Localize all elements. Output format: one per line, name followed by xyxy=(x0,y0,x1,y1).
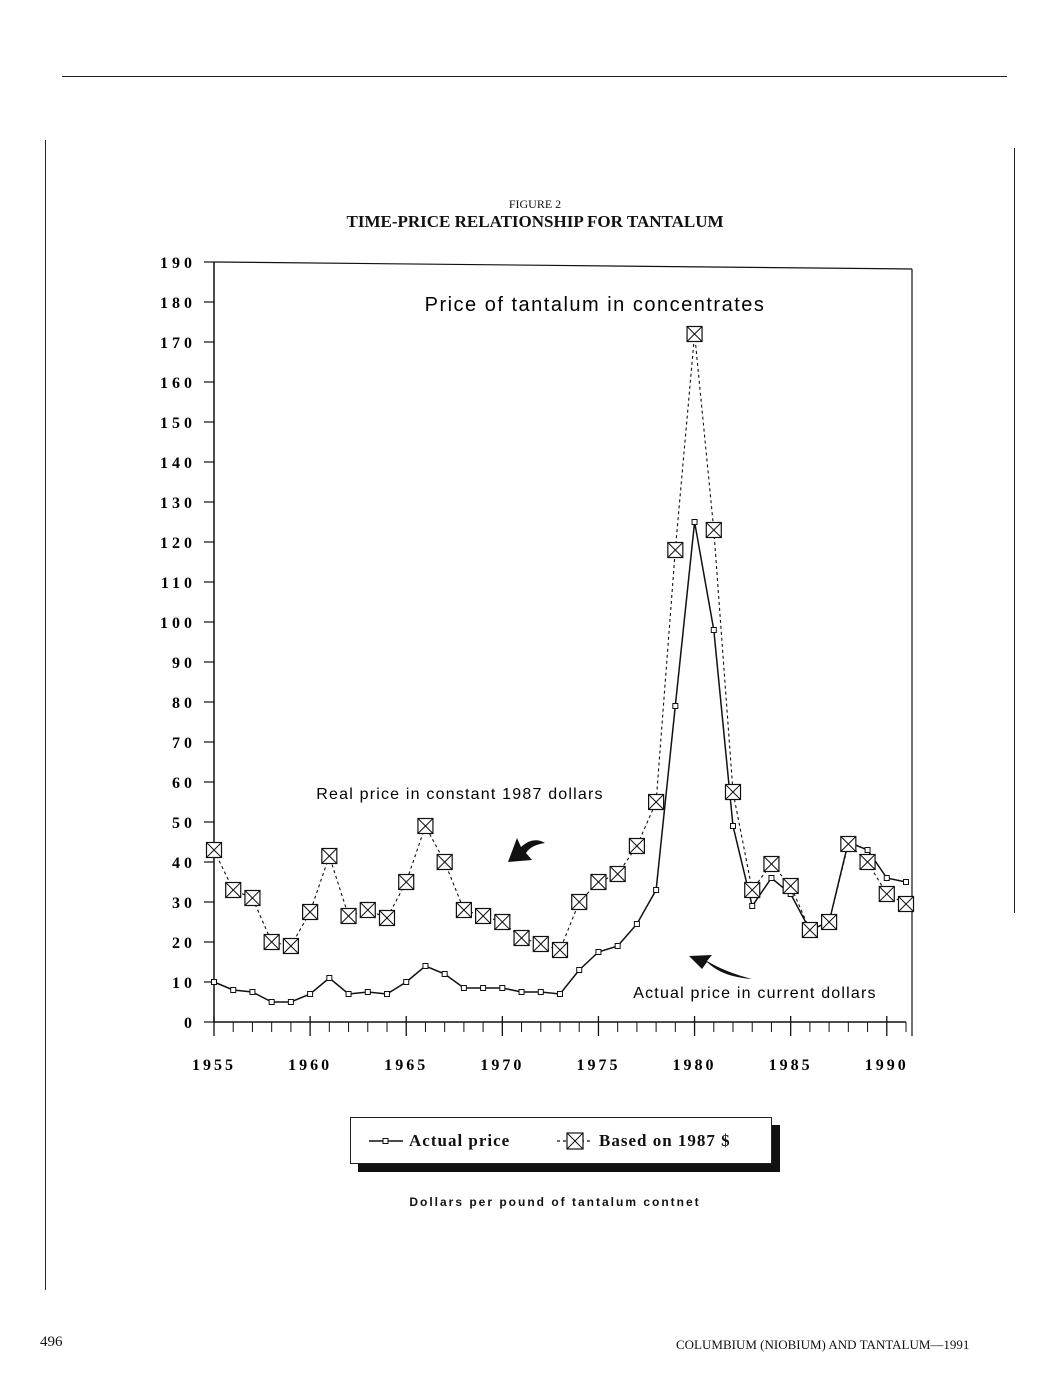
arrow-real-price-icon xyxy=(508,838,545,862)
y-tick-label: 60 xyxy=(172,775,196,792)
x-tick-label: 1990 xyxy=(864,1057,909,1074)
legend-label-based: Based on 1987 $ xyxy=(599,1131,731,1150)
point-actual-price xyxy=(615,944,620,949)
y-tick-label: 0 xyxy=(184,1015,196,1032)
point-actual-price xyxy=(461,986,466,991)
y-tick-label: 100 xyxy=(160,615,196,632)
point-actual-price xyxy=(404,980,409,985)
legend-item-actual xyxy=(369,1131,510,1151)
point-based-1987 xyxy=(706,523,721,538)
point-actual-price xyxy=(308,992,313,997)
figure-title: TIME-PRICE RELATIONSHIP FOR TANTALUM xyxy=(346,212,724,231)
y-tick-label: 90 xyxy=(172,655,196,672)
y-tick-label: 20 xyxy=(172,935,196,952)
point-based-1987 xyxy=(783,879,798,894)
point-based-1987 xyxy=(879,887,894,902)
point-based-1987 xyxy=(533,937,548,952)
point-actual-price xyxy=(577,968,582,973)
point-based-1987 xyxy=(226,883,241,898)
point-based-1987 xyxy=(418,819,433,834)
point-based-1987 xyxy=(456,903,471,918)
y-tick-label: 160 xyxy=(160,375,196,392)
y-tick-label: 130 xyxy=(160,495,196,512)
point-based-1987 xyxy=(802,923,817,938)
x-tick-label: 1975 xyxy=(576,1057,621,1074)
annotation-real-price: Real price in constant 1987 dollars xyxy=(316,786,604,803)
y-tick-label: 170 xyxy=(160,335,196,352)
legend-item-based xyxy=(557,1131,731,1151)
point-actual-price xyxy=(596,950,601,955)
point-actual-price xyxy=(904,880,909,885)
point-based-1987 xyxy=(687,327,702,342)
x-tick-label: 1965 xyxy=(384,1057,429,1074)
point-based-1987 xyxy=(668,543,683,558)
x-tick-label: 1960 xyxy=(288,1057,333,1074)
point-based-1987 xyxy=(303,905,318,920)
y-tick-label: 80 xyxy=(172,695,196,712)
point-based-1987 xyxy=(572,895,587,910)
point-based-1987 xyxy=(610,867,625,882)
point-based-1987 xyxy=(860,855,875,870)
point-based-1987 xyxy=(495,915,510,930)
point-actual-price xyxy=(558,992,563,997)
point-actual-price xyxy=(884,876,889,881)
point-actual-price xyxy=(711,628,716,633)
y-tick-label: 30 xyxy=(172,895,196,912)
series-line-based-1987 xyxy=(214,334,906,950)
arrow-actual-price-icon xyxy=(689,955,752,979)
point-based-1987 xyxy=(380,911,395,926)
x-tick-label: 1955 xyxy=(192,1057,236,1074)
y-tick-label: 150 xyxy=(160,415,196,432)
point-actual-price xyxy=(769,876,774,881)
point-actual-price xyxy=(423,964,428,969)
legend-solid-line-icon xyxy=(369,1135,403,1147)
point-based-1987 xyxy=(207,843,222,858)
point-based-1987 xyxy=(437,855,452,870)
point-actual-price xyxy=(365,990,370,995)
point-actual-price xyxy=(634,922,639,927)
point-based-1987 xyxy=(649,795,664,810)
x-tick-label: 1985 xyxy=(768,1057,813,1074)
legend-boxed-x-icon xyxy=(557,1131,593,1151)
point-actual-price xyxy=(865,848,870,853)
y-tick-label: 10 xyxy=(172,975,196,992)
point-based-1987 xyxy=(283,939,298,954)
point-actual-price xyxy=(250,990,255,995)
point-based-1987 xyxy=(899,897,914,912)
point-actual-price xyxy=(346,992,351,997)
point-actual-price xyxy=(692,520,697,525)
point-based-1987 xyxy=(245,891,260,906)
point-based-1987 xyxy=(360,903,375,918)
plot-frame-top xyxy=(214,262,912,269)
point-based-1987 xyxy=(726,785,741,800)
point-actual-price xyxy=(500,986,505,991)
figure-label: FIGURE 2 xyxy=(508,197,562,211)
point-based-1987 xyxy=(629,839,644,854)
y-tick-label: 180 xyxy=(160,295,196,312)
point-actual-price xyxy=(327,976,332,981)
point-actual-price xyxy=(231,988,236,993)
point-based-1987 xyxy=(822,915,837,930)
y-tick-label: 110 xyxy=(160,575,196,592)
y-tick-label: 70 xyxy=(172,735,196,752)
y-tick-label: 40 xyxy=(172,855,196,872)
point-actual-price xyxy=(442,972,447,977)
legend-label-actual: Actual price xyxy=(409,1131,511,1150)
point-based-1987 xyxy=(514,931,529,946)
y-tick-label: 50 xyxy=(172,815,196,832)
point-actual-price xyxy=(538,990,543,995)
point-actual-price xyxy=(385,992,390,997)
point-actual-price xyxy=(673,704,678,709)
annotation-actual-price: Actual price in current dollars xyxy=(633,985,877,1002)
point-actual-price xyxy=(519,990,524,995)
point-actual-price xyxy=(212,980,217,985)
point-based-1987 xyxy=(553,943,568,958)
x-tick-label: 1980 xyxy=(672,1057,717,1074)
point-actual-price xyxy=(731,824,736,829)
point-based-1987 xyxy=(341,909,356,924)
point-actual-price xyxy=(288,1000,293,1005)
point-based-1987 xyxy=(264,935,279,950)
y-tick-label: 120 xyxy=(160,535,196,552)
point-based-1987 xyxy=(476,909,491,924)
point-based-1987 xyxy=(745,883,760,898)
point-based-1987 xyxy=(399,875,414,890)
point-based-1987 xyxy=(764,857,779,872)
running-footer: COLUMBIUM (NIOBIUM) AND TANTALUM—1991 xyxy=(676,1337,970,1352)
chart-title: Price of tantalum in concentrates xyxy=(424,294,766,316)
point-actual-price xyxy=(654,888,659,893)
point-actual-price xyxy=(481,986,486,991)
chart-legend xyxy=(350,1117,772,1164)
point-based-1987 xyxy=(322,849,337,864)
point-based-1987 xyxy=(841,837,856,852)
units-note: Dollars per pound of tantalum contnet xyxy=(409,1195,701,1209)
y-tick-label: 190 xyxy=(160,255,196,272)
page-number: 496 xyxy=(40,1334,63,1350)
point-actual-price xyxy=(269,1000,274,1005)
point-actual-price xyxy=(750,904,755,909)
point-based-1987 xyxy=(591,875,606,890)
y-tick-label: 140 xyxy=(160,455,196,472)
x-tick-label: 1970 xyxy=(480,1057,525,1074)
